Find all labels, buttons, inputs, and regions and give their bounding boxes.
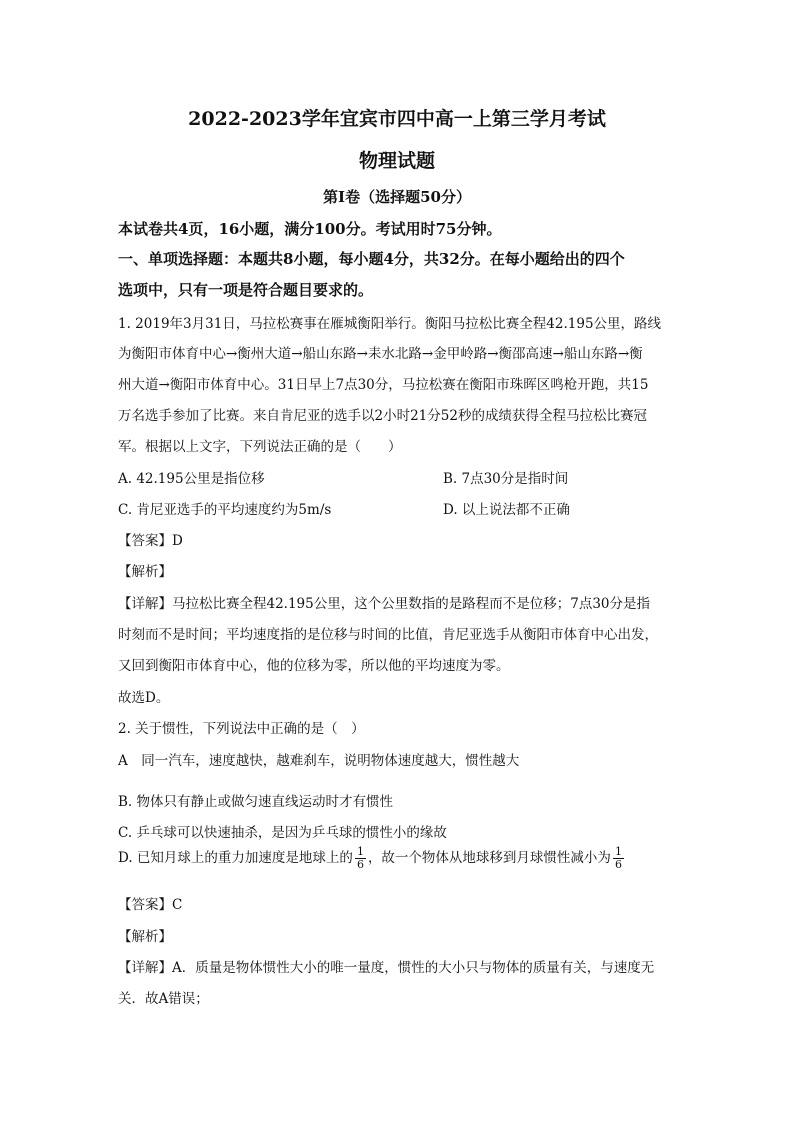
instruction-line-2: 选项中，只有一项是符合题目要求的。 — [118, 281, 374, 299]
q2-answer: 【答案】C — [118, 897, 183, 913]
q1-detail-line-3: 又回到衡阳市体育中心，他的位移为零，所以他的平均速度为零。 — [118, 658, 510, 674]
q1-detail-line-1: 【详解】马拉松比赛全程42.195公里，这个公里数指的是路程而不是位移；7点30分是指 — [118, 596, 651, 612]
fraction-denominator: 6 — [356, 858, 364, 871]
q1-conclusion: 故选D。 — [118, 690, 170, 706]
q2-option-d-text-1: D. 已知月球上的重力加速度是地球上的 — [118, 850, 353, 866]
q2-detail-line-2: 关．故A错误； — [118, 991, 209, 1007]
q1-analysis-label: 【解析】 — [118, 564, 172, 580]
exam-info: 本试卷共4页，16小题，满分100分。考试用时75分钟。 — [118, 220, 502, 238]
q1-option-a: A. 42.195公里是指位移 — [118, 471, 265, 487]
fraction-one-sixth — [613, 846, 624, 871]
q2-option-d — [118, 846, 690, 871]
fraction-numerator: 1 — [614, 845, 622, 858]
q1-option-c: C. 肯尼亚选手的平均速度约为5m/s — [118, 502, 332, 518]
q2-analysis-label: 【解析】 — [118, 929, 172, 945]
q2-option-d-text-2: ，故一个物体从地球移到月球惯性减小为 — [367, 850, 611, 866]
q2-option-a: A 同一汽车，速度越快，越难刹车，说明物体速度越大，惯性越大 — [118, 753, 520, 769]
q1-stem-line-2: 为衡阳市体育中心→衡州大道→船山东路→耒水北路→金甲岭路→衡邵高速→船山东路→衡 — [118, 346, 643, 362]
instruction-line-1: 一、单项选择题：本题共8小题，每小题4分，共32分。在每小题给出的四个 — [118, 250, 625, 268]
fraction-one-sixth — [355, 846, 366, 871]
q1-detail-line-2: 时刻而不是时间；平均速度指的是位移与时间的比值，肯尼亚选手从衡阳市体育中心出发， — [118, 627, 658, 643]
exam-subject: 物理试题 — [358, 150, 435, 172]
q1-stem-line-1: 1. 2019年3月31日，马拉松赛事在雁城衡阳举行。衡阳马拉松比赛全程42.195公里，路线 — [118, 316, 662, 332]
q1-stem-line-4: 万名选手参加了比赛。来自肯尼亚的选手以2小时21分52秒的成绩获得全程马拉松比赛冠 — [118, 408, 647, 424]
q1-stem-line-5: 军。根据以上文字，下列说法正确的是（ ） — [118, 439, 402, 455]
q2-detail-line-1: 【详解】A．质量是物体惯性大小的唯一量度，惯性的大小只与物体的质量有关，与速度无 — [118, 960, 655, 976]
q2-option-c: C. 乒乓球可以快速抽杀，是因为乒乓球的惯性小的缘故 — [118, 825, 447, 841]
q1-stem-line-3: 州大道→衡阳市体育中心。31日早上7点30分，马拉松赛在衡阳市珠晖区鸣枪开跑，共15 — [118, 377, 649, 393]
q1-option-d: D. 以上说法都不正确 — [443, 502, 570, 518]
q2-stem: 2. 关于惯性，下列说法中正确的是（ ） — [118, 721, 365, 737]
q1-answer: 【答案】D — [118, 533, 183, 549]
section-heading: 第I卷（选择题50分） — [323, 188, 471, 206]
exam-title: 2022-2023学年宜宾市四中高一上第三学月考试 — [188, 108, 606, 130]
q2-option-b: B. 物体只有静止或做匀速直线运动时才有惯性 — [118, 794, 394, 810]
fraction-denominator: 6 — [614, 858, 622, 871]
fraction-numerator: 1 — [356, 845, 364, 858]
q1-option-b: B. 7点30分是指时间 — [443, 471, 569, 487]
